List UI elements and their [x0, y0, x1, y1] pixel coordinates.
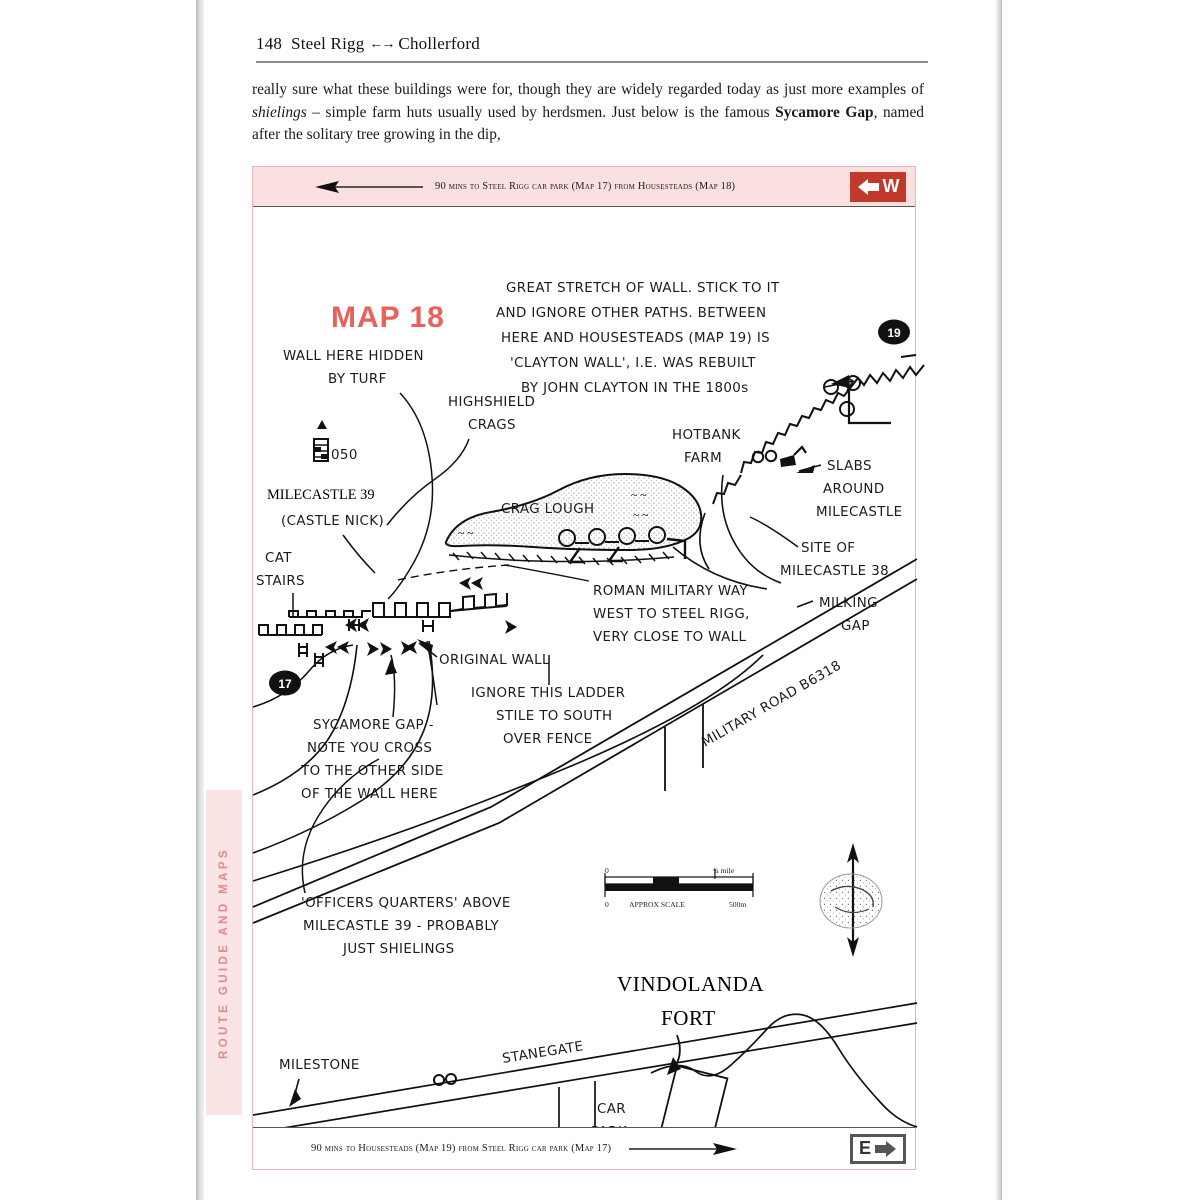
svg-text:FORT: FORT [661, 1006, 716, 1030]
running-head-left: Steel Rigg [291, 34, 365, 53]
annotation-wall-hidden-turf [283, 349, 433, 599]
svg-text:WALL HERE HIDDEN: WALL HERE HIDDEN [283, 349, 424, 364]
map-banner-bottom-text: 90 mins to Housesteads (Map 19) from Steel Rigg car park (Map 17) [311, 1143, 612, 1154]
svg-text:19: 19 [887, 326, 901, 340]
svg-text:~ ~: ~ ~ [458, 527, 474, 540]
annotation-roman-military-way [393, 565, 750, 645]
crag-lough-lake [446, 474, 701, 550]
stanegate-label: STANEGATE [501, 1039, 585, 1067]
map-drawing [253, 207, 917, 1129]
running-head [252, 20, 928, 63]
svg-text:MILECASTLE 39 - PROBABLY: MILECASTLE 39 - PROBABLY [303, 919, 500, 934]
map-link-19[interactable] [878, 320, 910, 345]
map-canvas [253, 207, 915, 1129]
west-arrow-icon [857, 176, 881, 198]
map-badge-east[interactable] [850, 1134, 906, 1164]
body-italic-shielings: shielings [252, 103, 307, 121]
annotation-original-wall [417, 639, 550, 668]
svg-text:CAR: CAR [597, 1102, 627, 1117]
side-tab-label: ROUTE GUIDE AND MAPS [218, 846, 230, 1059]
svg-text:SLABS: SLABS [827, 459, 872, 474]
running-head-right: Chollerford [398, 34, 480, 53]
map-badge-west-label: W [882, 176, 900, 196]
svg-text:OVER FENCE: OVER FENCE [503, 732, 593, 747]
left-arrow-icon [305, 177, 435, 197]
annotation-sycamore-gap [300, 641, 444, 802]
body-bold-sycamore-gap: Sycamore Gap [775, 103, 874, 121]
body-line-3b: , named after the solitary tree growing in the dip, [252, 103, 924, 144]
body-line-1: really sure what these buildings were for, though they are widely regarded today as [252, 81, 779, 98]
map-figure [252, 166, 916, 1170]
svg-text:050: 050 [331, 448, 358, 463]
svg-text:HIGHSHIELD: HIGHSHIELD [448, 395, 536, 410]
svg-text:0: 0 [605, 866, 609, 875]
svg-text:AND IGNORE OTHER PATHS. BETWEE: AND IGNORE OTHER PATHS. BETWEEN [496, 306, 767, 321]
right-arrow-icon [625, 1139, 755, 1159]
running-head-arrows: ←→ [369, 37, 394, 52]
svg-text:MILESTONE: MILESTONE [279, 1058, 360, 1073]
map-banner-top-text: 90 mins to Steel Rigg car park (Map 17) from Housesteads (Map 18) [435, 181, 736, 192]
body-line-3a: below is the famous [641, 103, 776, 121]
svg-text:¼ mile: ¼ mile [713, 866, 735, 875]
header-rule [256, 61, 928, 63]
east-arrow-icon [873, 1138, 897, 1160]
svg-text:APPROX SCALE: APPROX SCALE [629, 900, 685, 909]
svg-text:TO THE OTHER SIDE: TO THE OTHER SIDE [301, 764, 444, 779]
annotation-vindolanda-fort [617, 972, 764, 1075]
map-badge-west[interactable] [850, 172, 906, 202]
annotation-cat-stairs [256, 551, 305, 617]
svg-text:GREAT STRETCH OF WALL. STICK T: GREAT STRETCH OF WALL. STICK TO IT [506, 281, 780, 296]
svg-text:ORIGINAL WALL: ORIGINAL WALL [439, 653, 550, 668]
svg-text:500m: 500m [729, 900, 747, 909]
svg-text:MILECASTLE 38: MILECASTLE 38 [780, 564, 890, 579]
annotation-slabs-around-milecastle [796, 459, 903, 520]
scale-bar [605, 866, 753, 909]
page-left-margin [0, 0, 196, 1200]
svg-text:SYCAMORE GAP -: SYCAMORE GAP - [313, 718, 434, 733]
annotation-great-stretch [496, 281, 853, 396]
svg-text:MILECASTLE: MILECASTLE [816, 505, 903, 520]
body-paragraph [252, 79, 924, 147]
book-spine [196, 0, 204, 1200]
svg-text:VERY CLOSE TO WALL: VERY CLOSE TO WALL [593, 630, 747, 645]
svg-text:VINDOLANDA: VINDOLANDA [617, 972, 765, 996]
svg-text:0: 0 [605, 900, 609, 909]
svg-text:BY TURF: BY TURF [328, 372, 387, 387]
page-right-edge [996, 0, 1002, 1200]
svg-text:MILKING: MILKING [819, 596, 878, 611]
svg-text:'OFFICERS QUARTERS' ABOVE: 'OFFICERS QUARTERS' ABOVE [301, 896, 511, 911]
body-line-2b: – simple farm huts usually used by herdsmen. Just [306, 103, 636, 121]
svg-text:CAT: CAT [265, 551, 292, 566]
svg-text:'CLAYTON WALL', I.E. WAS REBUI: 'CLAYTON WALL', I.E. WAS REBUILT [510, 356, 756, 371]
svg-text:WEST TO STEEL RIGG,: WEST TO STEEL RIGG, [593, 607, 750, 622]
svg-text:GAP: GAP [841, 619, 870, 634]
page-number: 148 [256, 34, 283, 53]
svg-text:AROUND: AROUND [823, 482, 885, 497]
svg-text:BY JOHN CLAYTON IN THE 1800s: BY JOHN CLAYTON IN THE 1800s [521, 381, 749, 396]
svg-text:ROMAN MILITARY WAY: ROMAN MILITARY WAY [593, 584, 748, 599]
svg-text:STILE TO SOUTH: STILE TO SOUTH [496, 709, 613, 724]
svg-text:MILECASTLE 39: MILECASTLE 39 [267, 487, 375, 503]
map-badge-east-label: E [858, 1138, 871, 1158]
river-burn [651, 1014, 917, 1127]
body-line-2a: just more examples of [784, 81, 924, 98]
svg-text:~ ~: ~ ~ [631, 489, 647, 502]
svg-text:HERE AND HOUSESTEADS (MAP 19): HERE AND HOUSESTEADS (MAP 19) IS [501, 331, 771, 346]
map-banner-top [253, 167, 915, 207]
svg-text:IGNORE THIS LADDER: IGNORE THIS LADDER [471, 686, 626, 701]
svg-text:FARM: FARM [684, 451, 723, 466]
svg-text:17: 17 [278, 677, 292, 691]
annotation-site-milecastle-38 [750, 517, 889, 579]
svg-text:NOTE YOU CROSS: NOTE YOU CROSS [307, 741, 433, 756]
svg-text:(CASTLE NICK): (CASTLE NICK) [281, 514, 385, 529]
crags-hatching [449, 552, 674, 565]
svg-text:~ ~: ~ ~ [633, 509, 649, 522]
annotation-milking-gap [797, 596, 878, 634]
svg-text:OF THE WALL HERE: OF THE WALL HERE [301, 787, 439, 802]
svg-text:CRAGS: CRAGS [468, 418, 516, 433]
hadrians-wall-center [259, 593, 507, 635]
svg-text:JUST SHIELINGS: JUST SHIELINGS [343, 942, 455, 957]
side-tab [206, 790, 242, 1115]
compass-rose [820, 843, 882, 957]
spot-height-050 [314, 420, 358, 463]
map-banner-bottom [253, 1127, 915, 1169]
svg-text:SITE OF: SITE OF [801, 541, 856, 556]
map-title: MAP 18 [331, 301, 445, 334]
svg-text:HOTBANK: HOTBANK [672, 428, 741, 443]
svg-text:STAIRS: STAIRS [256, 574, 305, 589]
crag-lough-label: CRAG LOUGH [501, 502, 595, 517]
annotation-ignore-ladder-stile [471, 655, 625, 747]
military-road-label: MILITARY ROAD B6318 [699, 658, 845, 751]
page-right-margin [1004, 0, 1200, 1200]
